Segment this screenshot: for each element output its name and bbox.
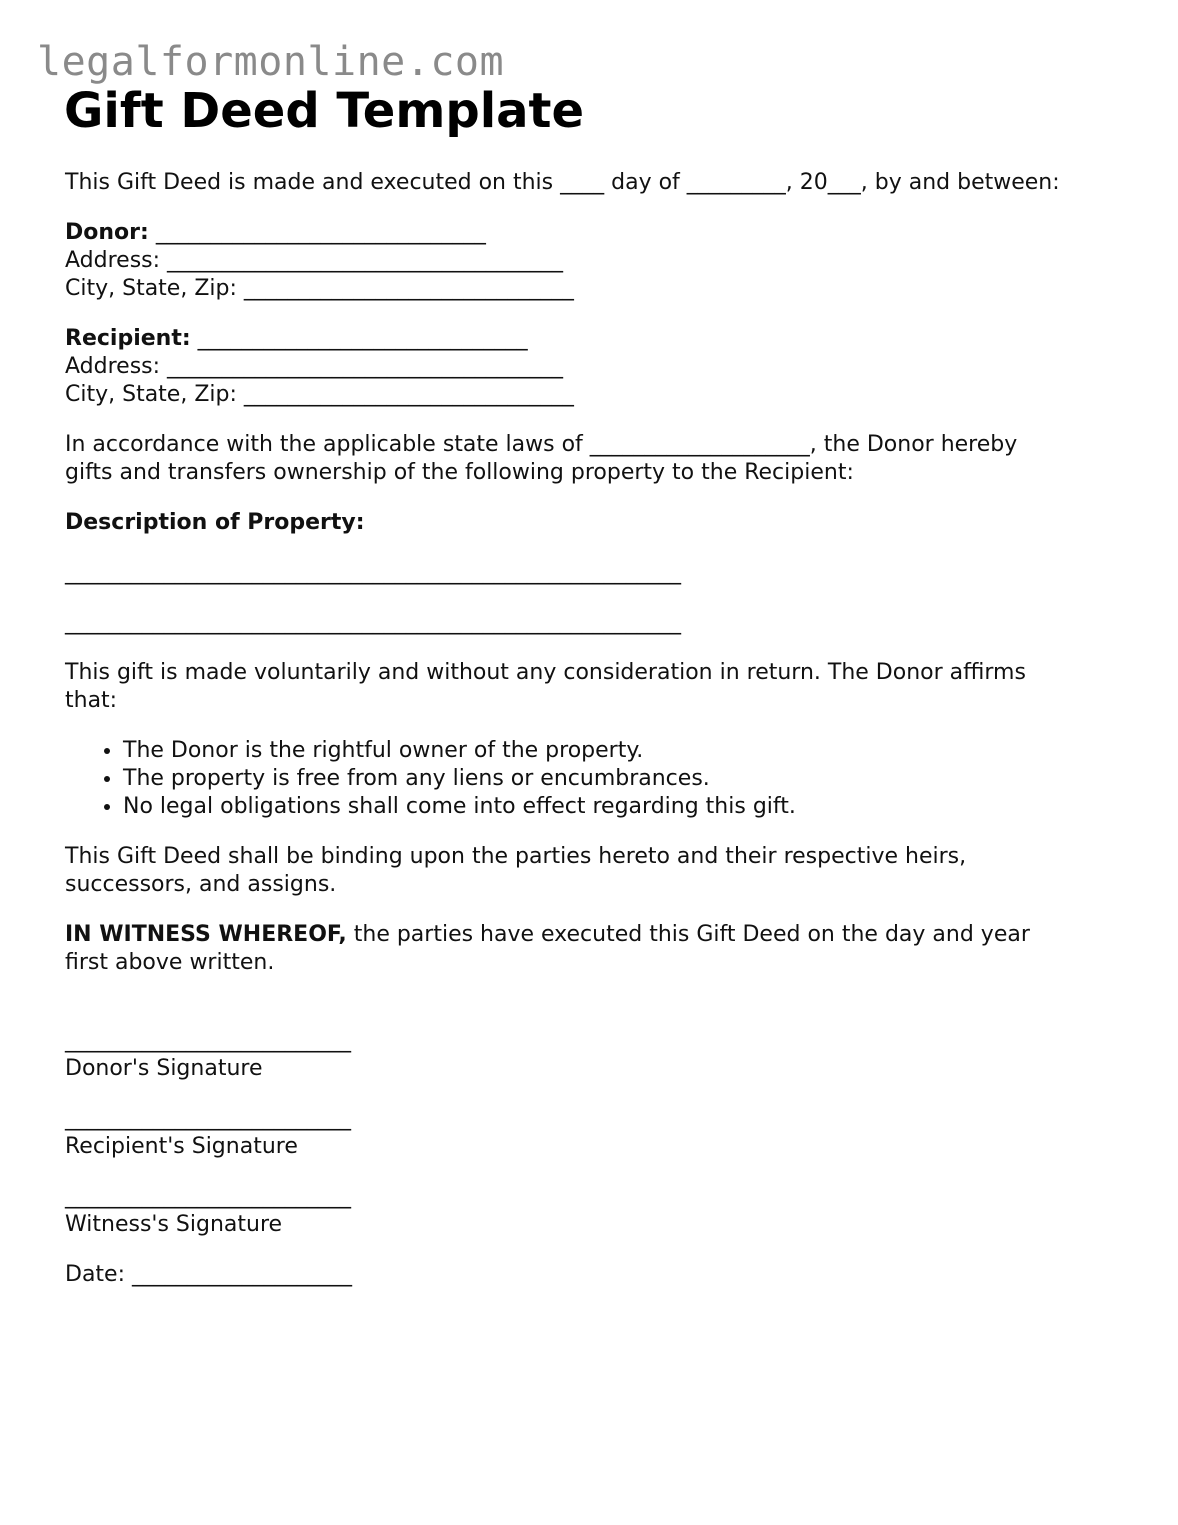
donor-address-line: Address: ____________________________________ [65, 248, 564, 273]
document-body [65, 169, 1125, 1311]
voluntary-paragraph [65, 659, 1125, 715]
binding-paragraph [65, 843, 1125, 899]
donor-label: Donor: [65, 220, 149, 245]
witness-signature-blank: __________________________ [65, 1184, 351, 1209]
spacer [65, 999, 1125, 1027]
recipient-address-line: Address: ____________________________________ [65, 354, 564, 379]
list-item: • No legal obligations shall come into effect regarding this gift. [123, 793, 1125, 821]
description-heading-paragraph [65, 509, 1125, 537]
transfer-line-1: In accordance with the applicable state laws of ____________________, the Donor hereby [65, 432, 1018, 457]
donor-city-line: City, State, Zip: ______________________________ [65, 276, 574, 301]
recipient-signature-block [65, 1105, 1125, 1161]
description-blank-2: ________________________________________________________ [65, 610, 681, 635]
affirmation-list [65, 737, 1125, 821]
witness-line-1 [65, 921, 1125, 949]
recipient-block [65, 325, 1125, 409]
recipient-name-blank: ______________________________ [197, 326, 528, 351]
witness-rest: the parties have executed this Gift Deed on the day and year [346, 922, 1030, 947]
witness-signature-block [65, 1183, 1125, 1239]
recipient-signature-blank: __________________________ [65, 1106, 351, 1131]
recipient-city-line: City, State, Zip: ______________________________ [65, 382, 574, 407]
donor-signature-blank: __________________________ [65, 1028, 351, 1053]
recipient-name-line [65, 325, 1125, 353]
transfer-paragraph [65, 431, 1125, 487]
intro-text: This Gift Deed is made and executed on this ____ day of _________, 20___, by and between: [65, 170, 1060, 195]
recipient-label: Recipient: [65, 326, 191, 351]
transfer-line-2: gifts and transfers ownership of the following property to the Recipient: [65, 460, 854, 485]
binding-line-1: This Gift Deed shall be binding upon the parties hereto and their respective heirs, [65, 844, 967, 869]
witness-signature-label: Witness's Signature [65, 1212, 283, 1237]
recipient-signature-label: Recipient's Signature [65, 1134, 298, 1159]
list-item: • The property is free from any liens or encumbrances. [123, 765, 1125, 793]
donor-signature-block [65, 1027, 1125, 1083]
donor-name-blank: ______________________________ [155, 220, 486, 245]
page-title: Gift Deed Template [64, 83, 585, 139]
description-blank-2-paragraph [65, 609, 1125, 637]
voluntary-line-2: that: [65, 688, 118, 713]
voluntary-line-1: This gift is made voluntarily and without any consideration in return. The Donor affirms [65, 660, 1026, 685]
description-blank-1-paragraph [65, 559, 1125, 587]
intro-paragraph [65, 169, 1125, 197]
witness-line-2: first above written. [65, 950, 275, 975]
donor-signature-label: Donor's Signature [65, 1056, 263, 1081]
witness-paragraph [65, 921, 1125, 977]
description-heading: Description of Property: [65, 510, 365, 535]
date-paragraph [65, 1261, 1125, 1289]
witness-bold: IN WITNESS WHEREOF, [65, 922, 347, 947]
list-item: • The Donor is the rightful owner of the property. [123, 737, 1125, 765]
binding-line-2: successors, and assigns. [65, 872, 337, 897]
date-line: Date: ____________________ [65, 1262, 352, 1287]
donor-block [65, 219, 1125, 303]
watermark-logo-text: legalformonline.com [37, 39, 505, 85]
description-blank-1: ________________________________________________________ [65, 560, 681, 585]
donor-name-line [65, 219, 1125, 247]
